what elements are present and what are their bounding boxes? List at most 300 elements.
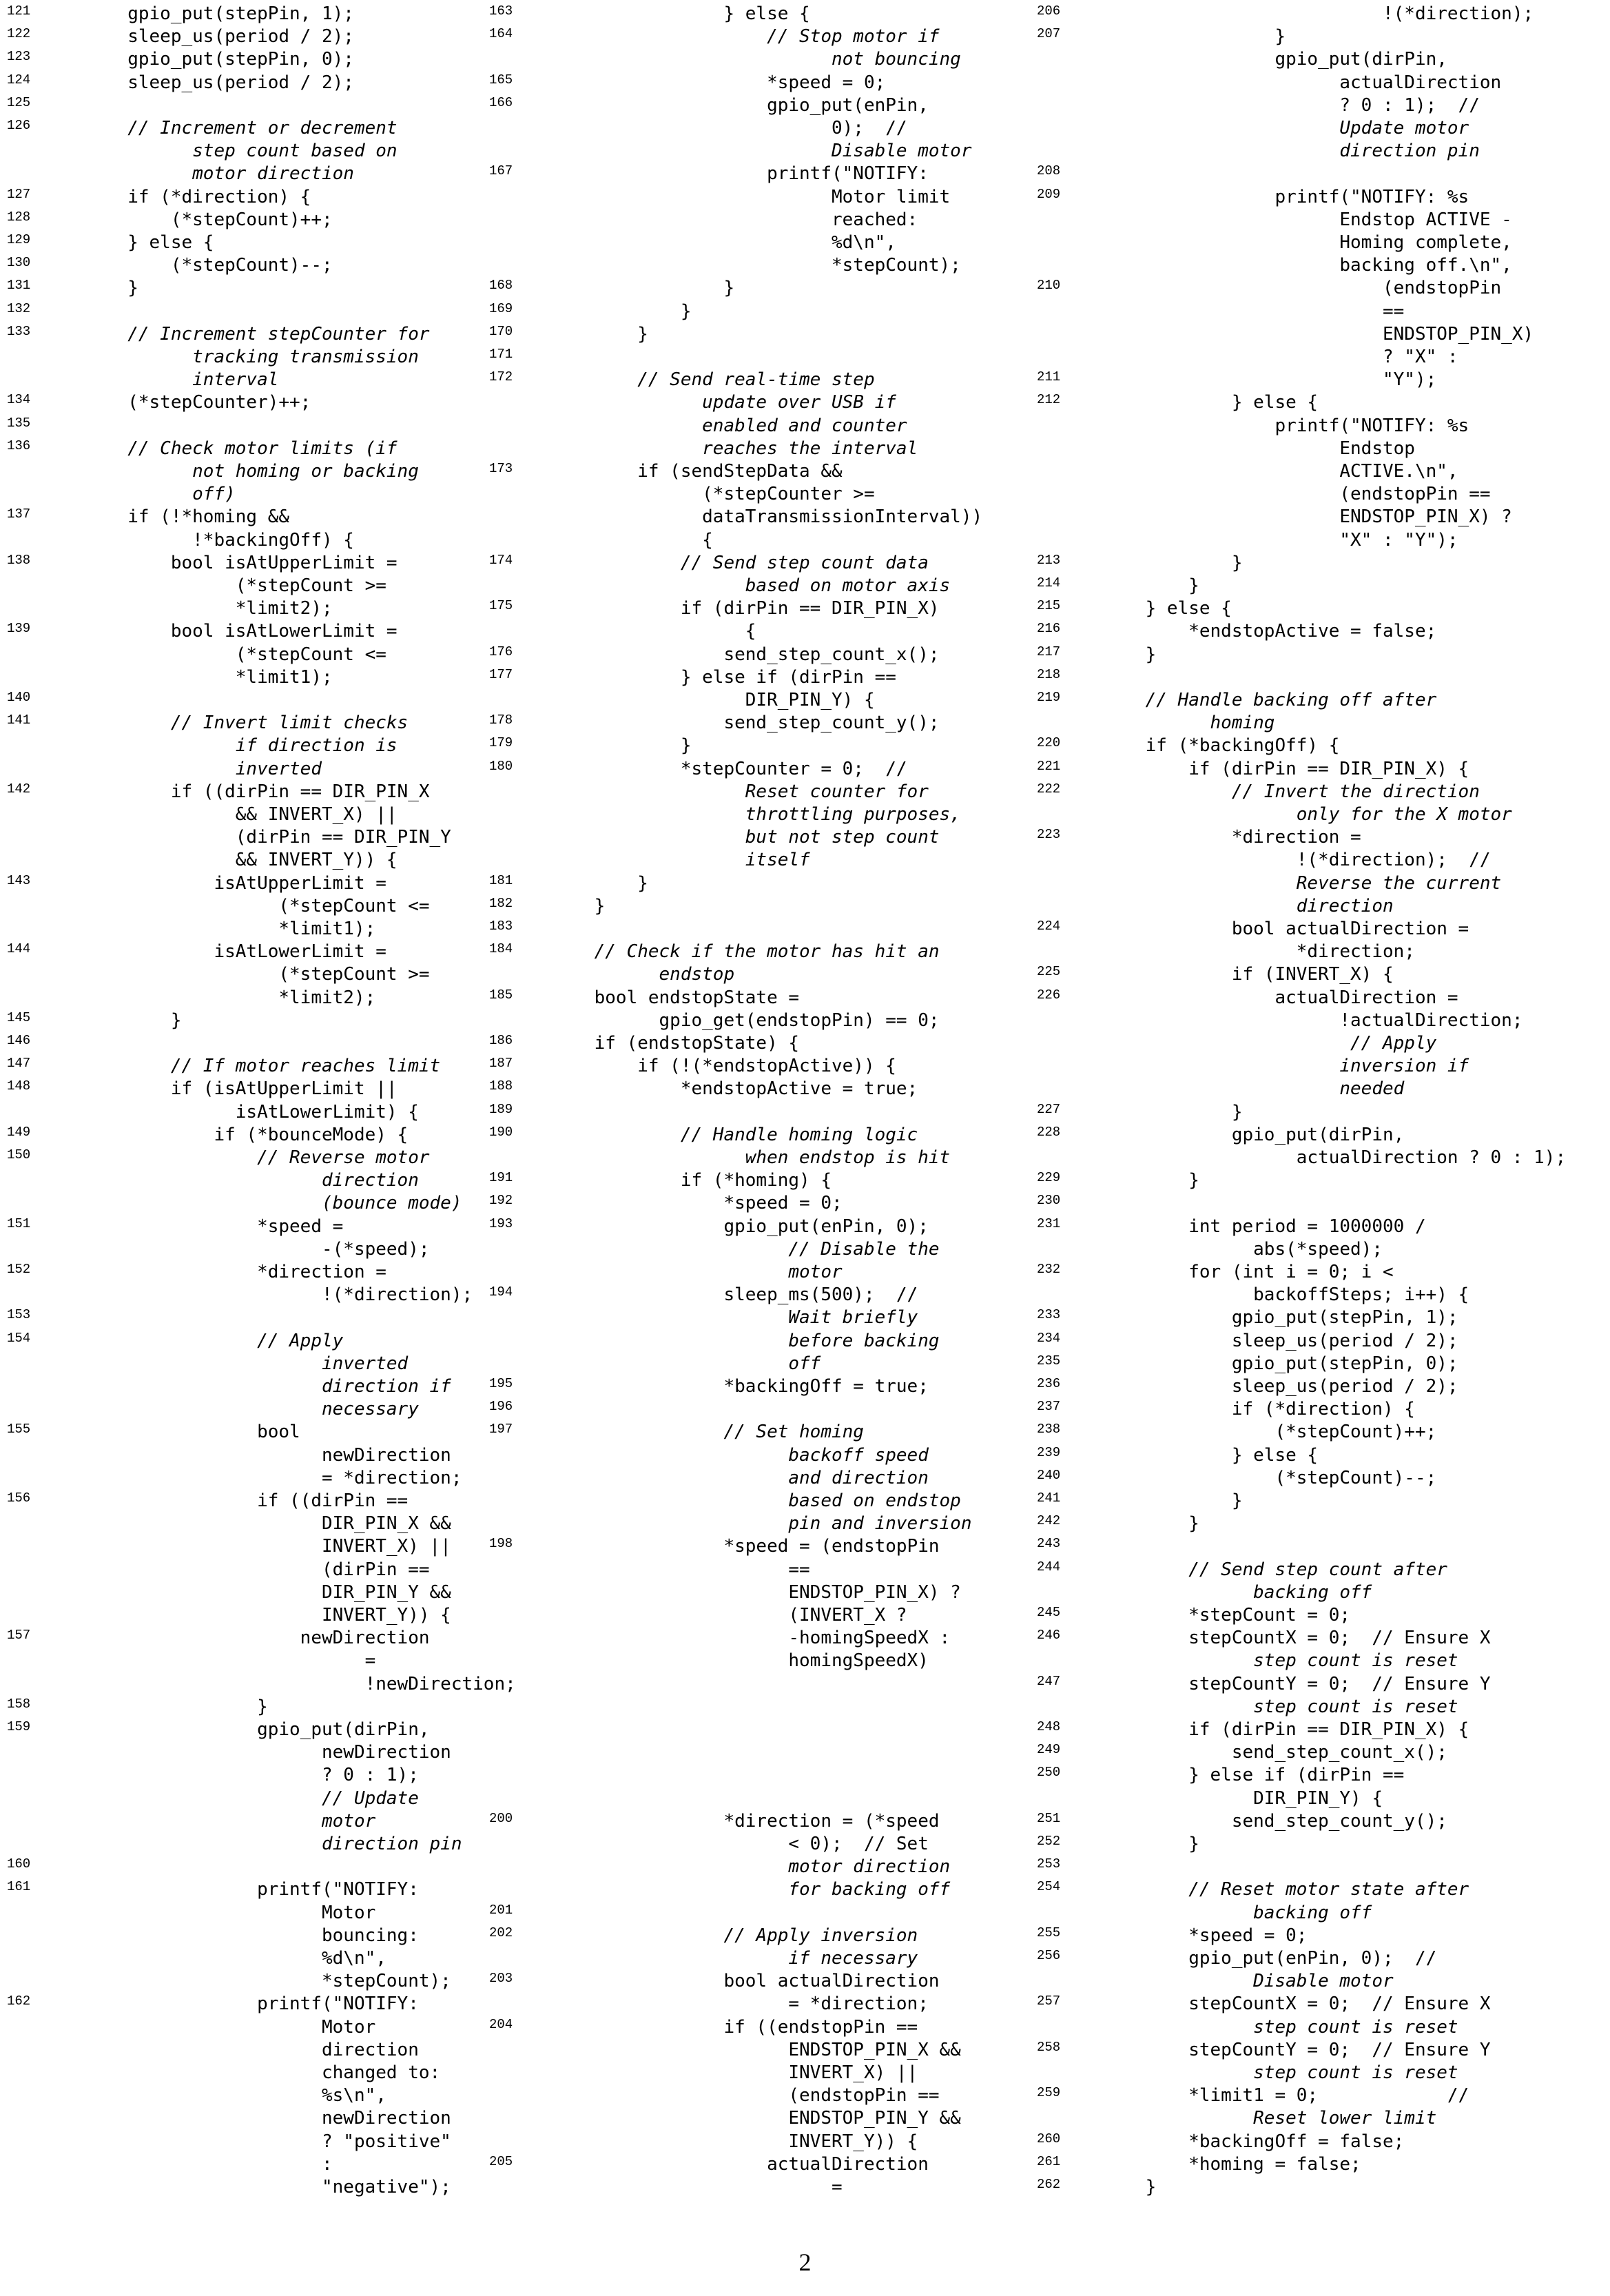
code-text: "Y"); (1102, 369, 1437, 391)
code-line (489, 460, 1102, 484)
code-text: (INVERT_X ? (551, 1605, 907, 1626)
code-line (0, 963, 592, 987)
code-text: direction (41, 2039, 419, 2060)
code-column-2 (489, 0, 1102, 2233)
code-comment: direction (1102, 895, 1394, 916)
code-comment: // Apply (41, 1330, 344, 1351)
code-line (489, 1902, 1102, 1925)
code-line (1037, 369, 1610, 392)
code-line (551, 1787, 1102, 1811)
code-line (1037, 987, 1610, 1010)
line-number: 233 (1037, 1307, 1061, 1323)
code-line (0, 1490, 592, 1513)
code-text: DIR_PIN_Y) { (551, 690, 875, 710)
line-number: 241 (1037, 1490, 1061, 1506)
code-text: backing off.\n", (1102, 255, 1512, 276)
line-number: 133 (7, 323, 31, 339)
code-line (0, 186, 592, 209)
code-line (489, 1101, 1102, 1125)
line-number: 214 (1037, 575, 1061, 591)
code-line (1037, 2153, 1610, 2177)
code-text: (*stepCount >= (41, 575, 386, 596)
code-line (1102, 1147, 1610, 1170)
code-text: printf("NOTIFY: (41, 1879, 419, 1900)
code-comment: motor (41, 1810, 376, 1832)
code-comment: necessary (41, 1399, 419, 1420)
code-line (489, 25, 1102, 49)
code-line (1102, 2062, 1610, 2085)
code-comment: Disable motor (1102, 1971, 1394, 1992)
code-text: Homing complete, (1102, 232, 1512, 253)
code-comment: inverted (41, 758, 322, 779)
code-text: stepCountX = 0; // Ensure X (1102, 1628, 1491, 1649)
code-text: } (1102, 575, 1199, 596)
code-line (0, 689, 592, 713)
code-line (1037, 963, 1610, 987)
code-text: == (1102, 300, 1405, 322)
code-text: if (sendStepData && (551, 461, 843, 482)
code-comment: // Reset motor state after (1102, 1879, 1469, 1900)
code-text: printf("NOTIFY: %s (1102, 415, 1469, 436)
code-line (551, 2062, 1102, 2085)
code-line (1102, 460, 1610, 484)
code-line (489, 666, 1102, 690)
code-text: *speed = (41, 1216, 344, 1237)
code-comment: interval (41, 369, 279, 391)
line-number: 200 (489, 1810, 513, 1826)
line-number: 164 (489, 26, 513, 42)
line-number: 162 (7, 1993, 31, 2009)
line-number: 247 (1037, 1673, 1061, 1689)
code-line (0, 1604, 592, 1628)
code-line (0, 391, 592, 415)
code-line (489, 1810, 1102, 1834)
code-text: if (*bounceMode) { (41, 1124, 409, 1145)
line-number: 229 (1037, 1170, 1061, 1186)
code-line (489, 163, 1102, 186)
code-line (1037, 277, 1610, 300)
code-line (1037, 666, 1610, 690)
code-text: INVERT_X) || (551, 2062, 918, 2083)
code-text: *limit2); (41, 598, 333, 619)
code-comment: // Invert the direction (1102, 781, 1480, 802)
code-line (489, 1421, 1102, 1444)
code-line (551, 391, 1102, 415)
code-line (1102, 506, 1610, 529)
code-line (1102, 1787, 1610, 1811)
code-text: Motor (41, 1902, 376, 1923)
code-line (551, 529, 1102, 553)
line-number: 163 (489, 3, 513, 19)
code-line (1037, 2084, 1610, 2108)
code-text: !(*direction); (41, 1284, 473, 1306)
code-line (1037, 644, 1610, 667)
code-line (0, 1878, 592, 1902)
line-number: 134 (7, 392, 31, 408)
code-text: changed to: (41, 2062, 441, 2083)
line-number: 126 (7, 118, 31, 133)
code-line (489, 941, 1102, 964)
code-line (1102, 117, 1610, 141)
code-text: !(*direction); (1102, 3, 1534, 24)
code-text: int period = 1000000 / (1102, 1216, 1426, 1237)
code-comment: before backing (551, 1330, 940, 1351)
code-line (0, 506, 592, 529)
code-text: (*stepCount <= (41, 644, 386, 665)
line-number: 237 (1037, 1399, 1061, 1415)
code-line (489, 1375, 1102, 1399)
code-line (1037, 391, 1610, 415)
code-line (0, 849, 592, 872)
line-number: 217 (1037, 644, 1061, 659)
line-number: 240 (1037, 1467, 1061, 1483)
code-text: ? "X" : (1102, 347, 1458, 367)
code-line (1037, 1124, 1610, 1147)
line-number: 190 (489, 1124, 513, 1140)
code-text: if ((dirPin == DIR_PIN_X (41, 781, 430, 802)
code-text: ENDSTOP_PIN_X) (1102, 323, 1534, 345)
code-text: -(*speed); (41, 1238, 430, 1260)
line-number: 235 (1037, 1353, 1061, 1369)
code-line (1102, 300, 1610, 324)
code-comment: Wait briefly (551, 1307, 918, 1329)
code-text: gpio_put(stepPin, 0); (41, 49, 354, 70)
code-text: } (551, 895, 606, 916)
code-comment: direction pin (41, 1834, 462, 1854)
code-line (551, 1581, 1102, 1605)
code-comment: off (551, 1353, 821, 1374)
code-comment: // Apply inversion (551, 1925, 918, 1946)
code-comment: step count is reset (1102, 1696, 1458, 1717)
line-number: 197 (489, 1422, 513, 1437)
code-comment: backoff speed (551, 1444, 929, 1466)
code-text: actualDirection ? 0 : 1); (1102, 1147, 1567, 1168)
code-text: gpio_get(endstopPin) == 0; (551, 1009, 940, 1031)
line-number: 224 (1037, 919, 1061, 934)
code-line (1102, 438, 1610, 461)
code-line (1102, 1284, 1610, 1307)
code-line (1102, 895, 1610, 919)
code-line (551, 1306, 1102, 1330)
code-line (0, 1009, 592, 1033)
code-text: INVERT_X) || (41, 1536, 451, 1557)
code-text: && INVERT_Y)) { (41, 850, 398, 871)
code-text: isAtLowerLimit = (41, 941, 386, 963)
code-line (1037, 1513, 1610, 1536)
code-line (1037, 735, 1610, 758)
code-text: gpio_put(stepPin, 1); (1102, 1307, 1458, 1329)
code-text: *speed = 0; (1102, 1925, 1308, 1946)
code-text: send_step_count_y(); (1102, 1810, 1447, 1832)
code-line (1102, 483, 1610, 506)
code-line (1037, 1559, 1610, 1582)
code-text: *speed = 0; (551, 1193, 843, 1214)
code-line (551, 849, 1102, 872)
code-line (489, 895, 1102, 919)
line-number: 182 (489, 895, 513, 911)
line-number: 129 (7, 232, 31, 247)
code-line (0, 620, 592, 644)
code-text: ENDSTOP_PIN_X) ? (1102, 506, 1512, 528)
code-comment: // Set homing (551, 1422, 864, 1443)
code-line (0, 483, 592, 506)
line-number: 173 (489, 461, 513, 476)
code-comment: (bounce mode) (41, 1193, 462, 1214)
line-number: 256 (1037, 1948, 1061, 1963)
code-text: bool isAtLowerLimit = (41, 621, 398, 642)
code-line (1037, 552, 1610, 575)
code-line (0, 1330, 592, 1353)
code-line (0, 1764, 592, 1787)
code-line (1037, 1856, 1610, 1879)
code-text: !(*direction); // (1102, 850, 1491, 871)
line-number: 176 (489, 644, 513, 659)
code-line (0, 1238, 592, 1262)
code-text: *limit1); (41, 666, 333, 688)
code-text: %d\n", (551, 232, 896, 253)
line-number: 169 (489, 300, 513, 316)
code-line (551, 1719, 1102, 1742)
line-number: 141 (7, 713, 31, 728)
code-text: } (41, 1009, 182, 1031)
line-number: 191 (489, 1170, 513, 1186)
code-text: newDirection (41, 1742, 451, 1763)
line-number: 208 (1037, 163, 1061, 179)
code-text: ACTIVE.\n", (1102, 461, 1458, 482)
line-number: 122 (7, 26, 31, 42)
code-text: gpio_put(dirPin, (1102, 1124, 1405, 1145)
code-comment: not homing or backing (41, 461, 419, 482)
code-line (1102, 140, 1610, 163)
code-text: Endstop ACTIVE - (1102, 209, 1512, 230)
code-line (551, 186, 1102, 209)
code-line (0, 781, 592, 804)
code-line (489, 1535, 1102, 1559)
code-comment: // Apply (1102, 1033, 1437, 1054)
code-line (0, 48, 592, 72)
code-text: *stepCount); (41, 1971, 451, 1992)
line-number: 177 (489, 666, 513, 682)
line-number: 128 (7, 209, 31, 225)
code-line (489, 323, 1102, 347)
code-text: INVERT_Y)) { (41, 1605, 451, 1626)
line-number: 226 (1037, 987, 1061, 1003)
code-text: (*stepCount)--; (1102, 1467, 1437, 1488)
code-line (1102, 415, 1610, 438)
code-line (0, 1444, 592, 1468)
code-text: if (!(*endstopActive)) { (551, 1056, 896, 1077)
line-number: 167 (489, 163, 513, 179)
code-text: } (1102, 1101, 1243, 1123)
code-text: send_step_count_x(); (1102, 1742, 1447, 1763)
line-number: 253 (1037, 1856, 1061, 1872)
code-line (1037, 1490, 1610, 1513)
code-text: sleep_us(period / 2); (41, 72, 354, 93)
line-number: 206 (1037, 3, 1061, 19)
code-line (551, 1856, 1102, 1879)
code-line (551, 1627, 1102, 1650)
line-number: 227 (1037, 1101, 1061, 1117)
code-line (489, 644, 1102, 667)
code-comment: needed (1102, 1078, 1405, 1100)
code-line (489, 94, 1102, 118)
code-text: (endstopPin == (551, 2085, 940, 2107)
code-text: *stepCount); (551, 255, 961, 276)
code-line (489, 987, 1102, 1010)
code-line (1102, 48, 1610, 72)
code-text: ENDSTOP_PIN_X && (551, 2039, 961, 2060)
code-text: gpio_put(stepPin, 1); (41, 3, 354, 24)
line-number: 157 (7, 1628, 31, 1643)
code-comment: // Send real-time step (551, 369, 875, 391)
code-line (1102, 1238, 1610, 1262)
code-line (1037, 1169, 1610, 1193)
code-text: } else { (1102, 1444, 1319, 1466)
code-text: (*stepCounter >= (551, 484, 875, 505)
code-text: (*stepCount)--; (41, 255, 333, 276)
code-text: INVERT_Y)) { (551, 2131, 918, 2152)
code-line (0, 1627, 592, 1650)
line-number: 156 (7, 1490, 31, 1506)
code-comment: reaches the interval (551, 438, 918, 459)
line-number: 257 (1037, 1993, 1061, 2009)
line-number: 211 (1037, 369, 1061, 385)
code-text: bool (41, 1422, 300, 1443)
line-number: 192 (489, 1193, 513, 1209)
line-number: 158 (7, 1696, 31, 1712)
code-line (489, 872, 1102, 896)
code-text: (dirPin == DIR_PIN_Y (41, 827, 451, 848)
code-line (0, 1741, 592, 1765)
code-line (489, 2153, 1102, 2177)
code-line (551, 1353, 1102, 1376)
code-text: *direction = (*speed (551, 1810, 940, 1832)
code-text: isAtUpperLimit = (41, 872, 386, 894)
code-line (551, 1673, 1102, 1697)
code-text: stepCountY = 0; // Ensure Y (1102, 2039, 1491, 2060)
code-line (551, 438, 1102, 461)
code-line (551, 1330, 1102, 1353)
line-number: 243 (1037, 1536, 1061, 1552)
code-line (1102, 323, 1610, 347)
line-number: 132 (7, 300, 31, 316)
code-text: bool actualDirection = (1102, 919, 1469, 939)
code-text: (endstopPin == (1102, 484, 1491, 505)
line-number: 223 (1037, 827, 1061, 843)
line-number: 254 (1037, 1879, 1061, 1895)
line-number: 154 (7, 1330, 31, 1346)
line-number: 234 (1037, 1330, 1061, 1346)
code-line (1037, 163, 1610, 186)
line-number: 246 (1037, 1628, 1061, 1643)
line-number: 139 (7, 621, 31, 637)
code-text: *speed = (endstopPin (551, 1536, 940, 1557)
line-number: 168 (489, 278, 513, 294)
code-text: if (endstopState) { (551, 1033, 800, 1054)
code-text: if (dirPin == DIR_PIN_X) (551, 598, 940, 619)
code-text: } else { (551, 3, 810, 24)
code-line (551, 483, 1102, 506)
code-comment: if direction is (41, 735, 398, 757)
code-line (551, 1947, 1102, 1971)
code-line (1037, 1764, 1610, 1787)
code-line (1102, 209, 1610, 232)
line-number: 172 (489, 369, 513, 385)
code-text: *backingOff = false; (1102, 2131, 1405, 2152)
code-text: if (*direction) { (1102, 1399, 1415, 1420)
code-text: = *direction; (41, 1467, 462, 1488)
code-text: printf("NOTIFY: (41, 1993, 419, 2015)
code-line (1037, 781, 1610, 804)
line-number: 121 (7, 3, 31, 19)
code-text: sleep_us(period / 2); (1102, 1330, 1458, 1351)
code-line (1037, 1810, 1610, 1834)
code-comment: step count is reset (1102, 2062, 1458, 2083)
code-line (551, 1238, 1102, 1262)
line-number: 245 (1037, 1605, 1061, 1620)
code-text: actualDirection (551, 2153, 929, 2175)
code-text: { (551, 529, 713, 551)
code-line (551, 689, 1102, 713)
code-text: *direction; (1102, 941, 1415, 963)
code-text: abs(*speed); (1102, 1238, 1383, 1260)
code-text: (*stepCount)++; (41, 209, 333, 230)
code-text: *endstopActive = false; (1102, 621, 1437, 642)
code-line (489, 1925, 1102, 1948)
line-number: 186 (489, 1033, 513, 1048)
code-column-3 (1037, 0, 1610, 2233)
code-line (489, 918, 1102, 941)
line-number: 152 (7, 1262, 31, 1277)
code-text: sleep_us(period / 2); (41, 26, 354, 48)
code-line (489, 597, 1102, 621)
code-line (0, 2107, 592, 2131)
code-line (489, 735, 1102, 758)
code-line (0, 209, 592, 232)
code-line (551, 781, 1102, 804)
code-text: gpio_put(dirPin, (41, 1719, 430, 1740)
code-line (551, 1147, 1102, 1170)
code-text: *speed = 0; (551, 72, 886, 93)
line-number: 221 (1037, 758, 1061, 774)
code-text: !actualDirection; (1102, 1009, 1523, 1031)
code-comment: // Increment stepCounter for (41, 323, 430, 345)
line-number: 144 (7, 941, 31, 957)
line-number: 218 (1037, 666, 1061, 682)
code-line (1037, 1741, 1610, 1765)
line-number: 203 (489, 1971, 513, 1987)
line-number: 213 (1037, 552, 1061, 568)
code-comment: for backing off (551, 1879, 951, 1900)
code-line (551, 415, 1102, 438)
code-text: } else { (41, 232, 214, 253)
code-text: : (41, 2153, 333, 2175)
code-comment: // Stop motor if (551, 26, 940, 48)
code-line (551, 826, 1102, 850)
line-number: 242 (1037, 1513, 1061, 1529)
code-text: } else { (1102, 392, 1319, 413)
code-comment: update over USB if (551, 392, 896, 413)
code-line (0, 529, 592, 553)
code-comment: endstop (551, 964, 735, 985)
line-number: 131 (7, 278, 31, 294)
code-line (551, 575, 1102, 598)
line-number: 145 (7, 1009, 31, 1025)
line-number: 248 (1037, 1719, 1061, 1734)
code-line (1037, 1353, 1610, 1376)
code-comment: step count based on (41, 141, 398, 162)
code-text: if (!*homing && (41, 506, 290, 528)
